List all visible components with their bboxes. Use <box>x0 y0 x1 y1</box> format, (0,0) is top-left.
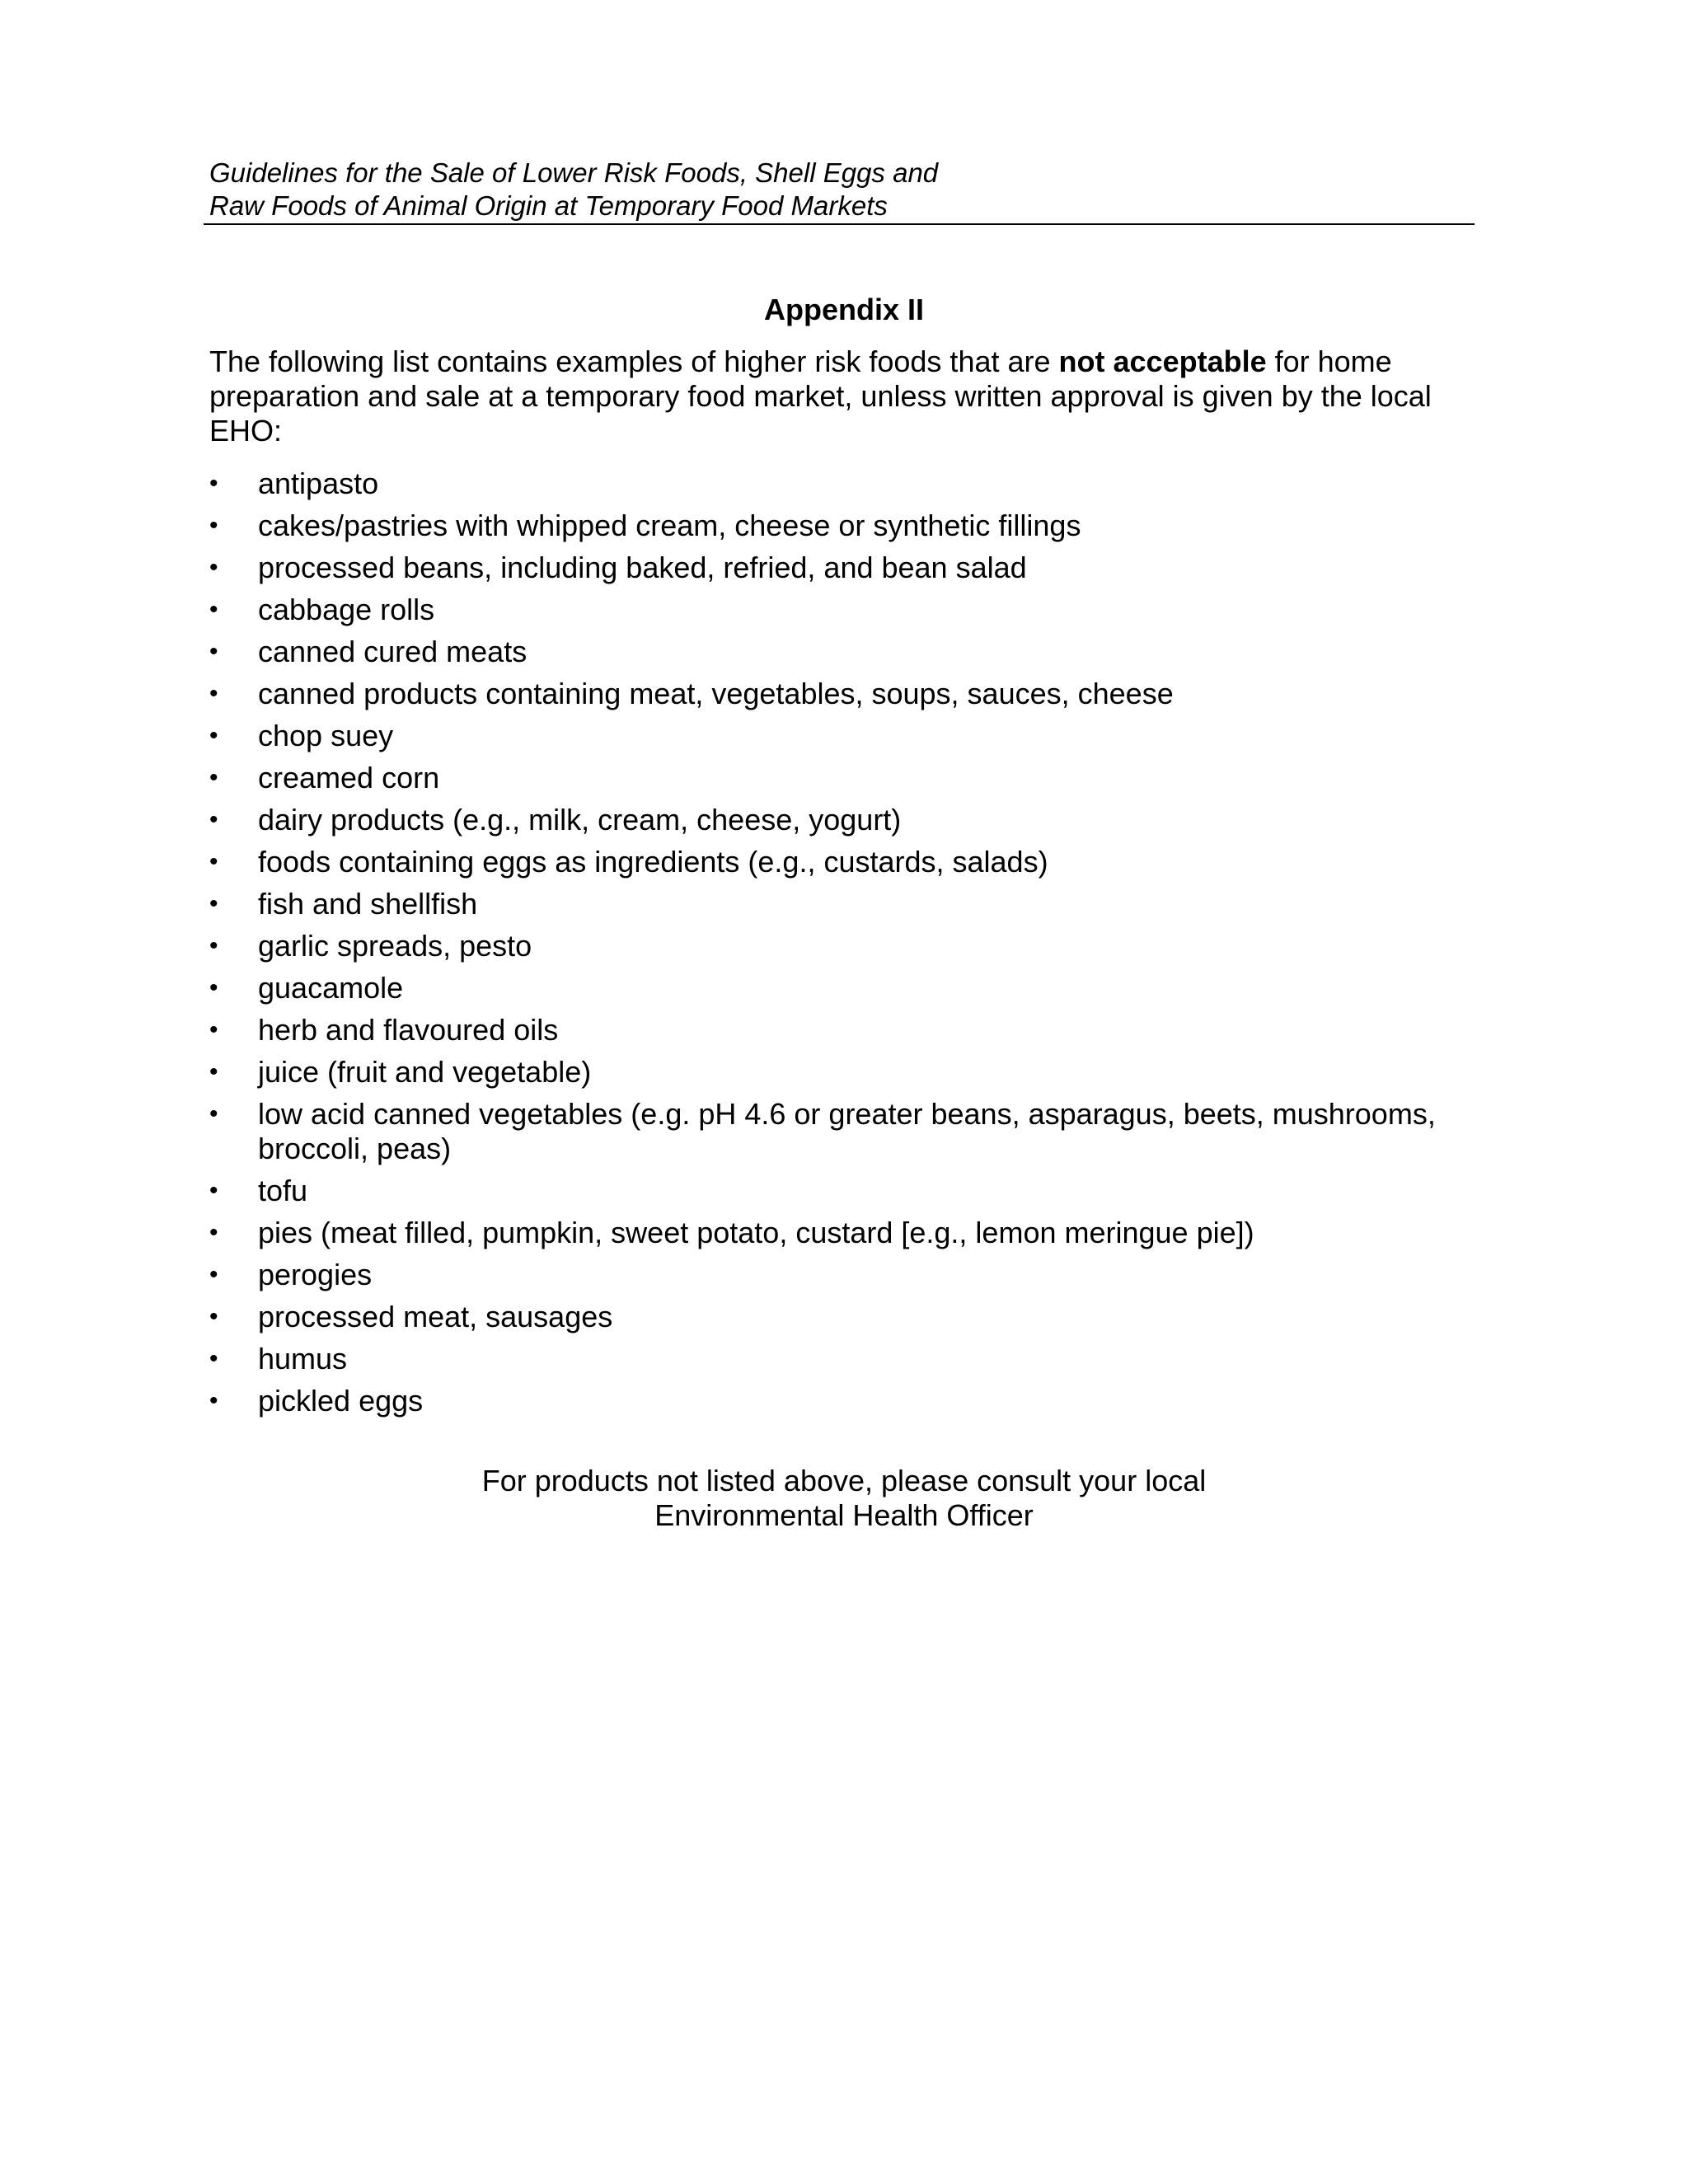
list-item-text: canned cured meats <box>258 635 528 668</box>
bullet-icon: • <box>209 596 218 623</box>
list-item <box>209 1174 1495 1208</box>
list-item-text: pies (meat filled, pumpkin, sweet potato, custard [e.g., lemon meringue pie]) <box>258 1216 1254 1249</box>
header-rule <box>204 223 1475 225</box>
list-item-text: antipasto <box>258 466 379 500</box>
list-item <box>209 551 1495 585</box>
bullet-icon: • <box>209 1303 218 1330</box>
list-item <box>209 1013 1495 1047</box>
appendix-title: Appendix II <box>763 293 924 326</box>
list-item <box>209 971 1495 1005</box>
higher-risk-food-list <box>209 466 1495 1426</box>
list-item-text: perogies <box>258 1258 373 1291</box>
bullet-icon: • <box>209 680 218 707</box>
bullet-icon: • <box>209 1100 218 1127</box>
list-item-text: processed beans, including baked, refried, and bean salad <box>258 551 1027 584</box>
list-item <box>209 803 1495 837</box>
footer-note <box>0 1464 1688 1533</box>
list-item-text: creamed corn <box>258 761 440 794</box>
list-item-text: humus <box>258 1342 348 1376</box>
list-item-text: low acid canned vegetables (e.g. pH 4.6 or greater beans, asparagus, beets, mushrooms, broccoli, peas) <box>258 1097 1436 1165</box>
list-item-text: juice (fruit and vegetable) <box>258 1055 592 1089</box>
running-header <box>209 157 1479 223</box>
list-item-text: tofu <box>258 1174 308 1207</box>
list-item <box>209 677 1495 711</box>
bullet-icon: • <box>209 470 218 497</box>
bullet-icon: • <box>209 512 218 539</box>
list-item <box>209 845 1495 879</box>
intro-text-after: for home preparation and sale at a temporary food market, unless written approval is given by the local EHO: <box>209 344 1432 448</box>
list-item-text: foods containing eggs as ingredients (e.g., custards, salads) <box>258 845 1048 879</box>
list-item <box>209 1342 1495 1376</box>
bullet-icon: • <box>209 890 218 917</box>
list-item <box>209 1216 1495 1250</box>
bullet-icon: • <box>209 554 218 581</box>
list-item-text: canned products containing meat, vegetables, soups, sauces, cheese <box>258 677 1174 710</box>
list-item <box>209 509 1495 543</box>
list-item-text: guacamole <box>258 971 404 1005</box>
list-item <box>209 929 1495 963</box>
bullet-icon: • <box>209 1177 218 1204</box>
bullet-icon: • <box>209 1058 218 1085</box>
list-item-text: chop suey <box>258 719 394 752</box>
running-header-line-2: Raw Foods of Animal Origin at Temporary Food Markets <box>209 190 888 221</box>
bullet-icon: • <box>209 1219 218 1246</box>
list-item-text: cakes/pastries with whipped cream, cheese or synthetic fillings <box>258 509 1081 542</box>
list-item-text: garlic spreads, pesto <box>258 929 532 963</box>
bullet-icon: • <box>209 1016 218 1043</box>
bullet-icon: • <box>209 1261 218 1288</box>
list-item-text: processed meat, sausages <box>258 1300 613 1333</box>
list-item <box>209 1384 1495 1418</box>
running-header-line-1: Guidelines for the Sale of Lower Risk Foods, Shell Eggs and <box>209 157 939 188</box>
list-item <box>209 593 1495 627</box>
bullet-icon: • <box>209 1345 218 1372</box>
bullet-icon: • <box>209 638 218 665</box>
intro-text-before: The following list contains examples of higher risk foods that are <box>209 344 1059 378</box>
list-item <box>209 1300 1495 1334</box>
bullet-icon: • <box>209 806 218 833</box>
footer-note-line-2: Environmental Health Officer <box>654 1498 1034 1532</box>
list-item <box>209 1097 1495 1166</box>
list-item-text: pickled eggs <box>258 1384 424 1418</box>
intro-paragraph <box>209 344 1495 448</box>
intro-emphasis: not acceptable <box>1058 344 1267 378</box>
list-item-text: dairy products (e.g., milk, cream, cheese, yogurt) <box>258 803 902 837</box>
list-item <box>209 1055 1495 1090</box>
list-item-text: cabbage rolls <box>258 593 435 626</box>
list-item <box>209 761 1495 795</box>
list-item <box>209 719 1495 753</box>
list-item-text: herb and flavoured oils <box>258 1013 559 1047</box>
bullet-icon: • <box>209 974 218 1001</box>
list-item <box>209 1258 1495 1292</box>
list-item-text: fish and shellfish <box>258 887 478 921</box>
list-item <box>209 887 1495 921</box>
bullet-icon: • <box>209 722 218 749</box>
footer-note-line-1: For products not listed above, please consult your local <box>481 1464 1207 1497</box>
bullet-icon: • <box>209 1387 218 1414</box>
bullet-icon: • <box>209 848 218 875</box>
bullet-icon: • <box>209 932 218 959</box>
list-item <box>209 635 1495 669</box>
bullet-icon: • <box>209 764 218 791</box>
list-item <box>209 466 1495 501</box>
